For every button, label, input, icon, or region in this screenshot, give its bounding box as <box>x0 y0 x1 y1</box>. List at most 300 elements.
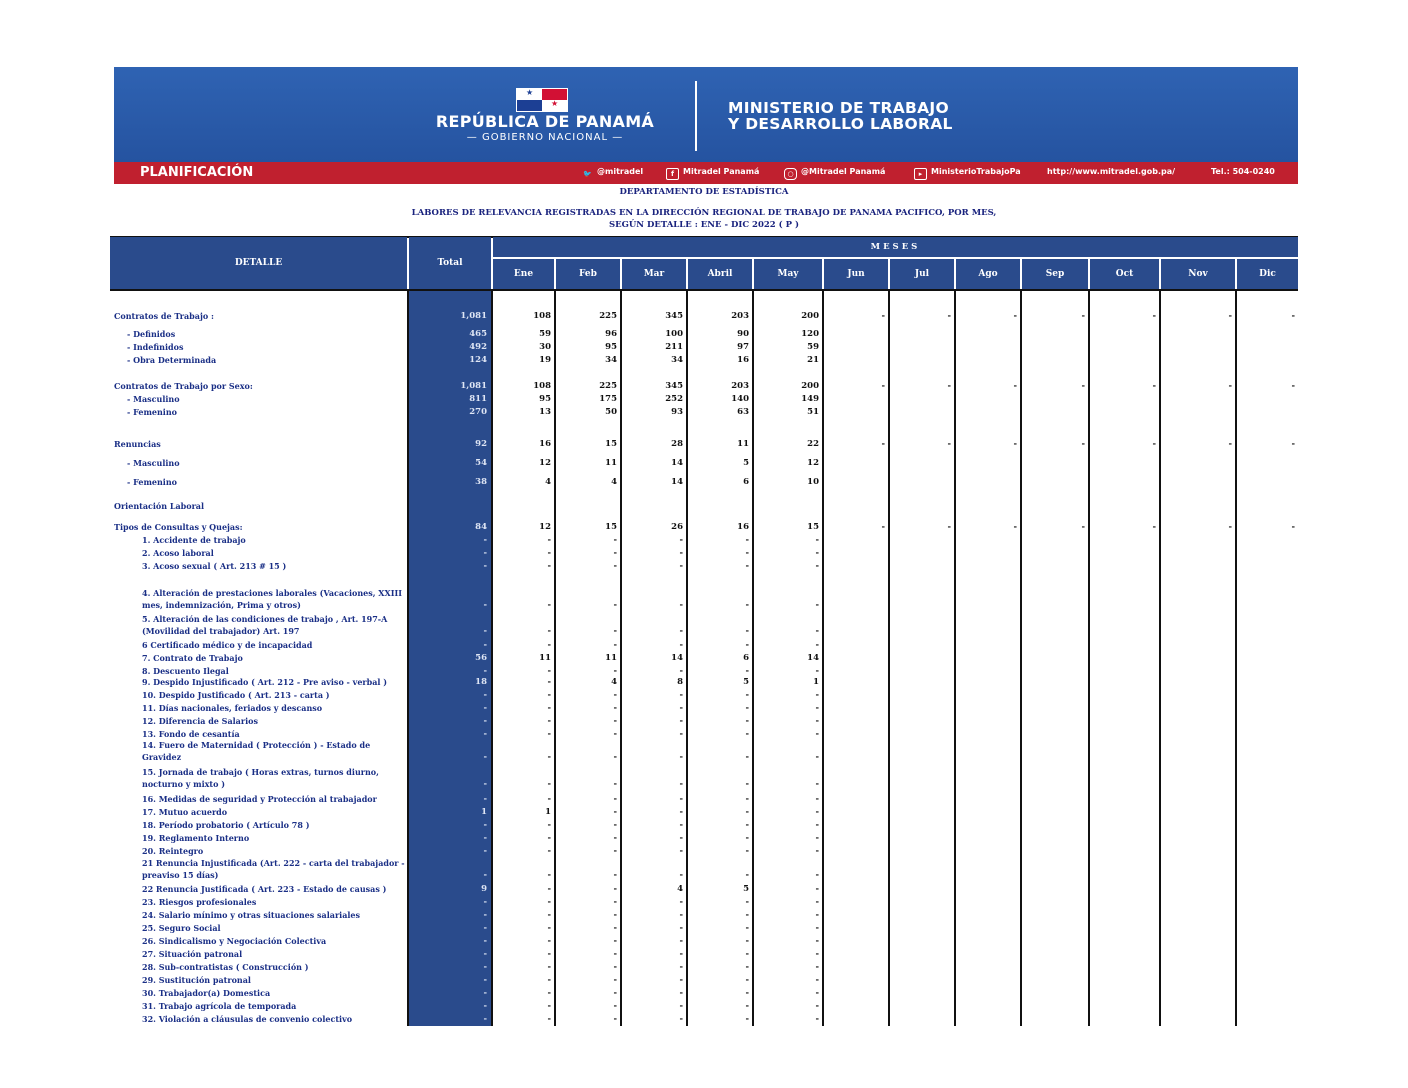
cell-feb: 50 <box>605 407 617 417</box>
cell-ene: - <box>547 640 551 650</box>
cell-feb: - <box>613 975 617 985</box>
row-label: 4. Alteración de prestaciones laborales (Vacaciones, XXIII <box>142 588 402 598</box>
cell-abril: 5 <box>743 458 749 468</box>
cell-abril: - <box>745 752 749 762</box>
cell-abril: 63 <box>737 407 749 417</box>
cell-feb: - <box>613 949 617 959</box>
cell-sep: - <box>1081 439 1085 449</box>
banner-divider <box>695 81 697 151</box>
cell-may: - <box>815 870 819 880</box>
cell-feb: - <box>613 561 617 571</box>
cell-ene: - <box>547 548 551 558</box>
banner-top <box>114 67 1298 162</box>
row-total: - <box>483 716 487 726</box>
cell-mar: - <box>679 1001 683 1011</box>
row-total: 492 <box>469 342 487 352</box>
cell-mar: - <box>679 846 683 856</box>
cell-mar: 14 <box>671 458 683 468</box>
cell-feb: - <box>613 640 617 650</box>
cell-ene: - <box>547 690 551 700</box>
cell-feb: - <box>613 794 617 804</box>
header-month-jun: Jun <box>824 259 888 289</box>
cell-may: - <box>815 884 819 894</box>
cell-abril: 97 <box>737 342 749 352</box>
row-total: - <box>483 729 487 739</box>
cell-mar: - <box>679 703 683 713</box>
row-total: 38 <box>475 477 487 487</box>
cell-nov: - <box>1228 381 1232 391</box>
cell-mar: 93 <box>671 407 683 417</box>
cell-mar: - <box>679 779 683 789</box>
header-month-oct: Oct <box>1090 259 1159 289</box>
cell-may: 149 <box>801 394 819 404</box>
report-title-line2: SEGÚN DETALLE : ENE - DIC 2022 ( P ) <box>608 220 800 230</box>
cell-nov: - <box>1228 522 1232 532</box>
cell-ene: - <box>547 794 551 804</box>
twitter-link[interactable] <box>582 167 643 179</box>
cell-dic: - <box>1291 439 1295 449</box>
cell-feb: 95 <box>605 342 617 352</box>
cell-jun: - <box>881 522 885 532</box>
cell-feb: - <box>613 600 617 610</box>
cell-abril: 203 <box>731 381 749 391</box>
ministry-name <box>728 100 953 132</box>
cell-abril: 5 <box>743 677 749 687</box>
section-label: PLANIFICACIÓN <box>140 165 254 180</box>
header-month-ene: Ene <box>493 259 554 289</box>
cell-may: - <box>815 910 819 920</box>
cell-ago: - <box>1013 311 1017 321</box>
row-total: - <box>483 1014 487 1024</box>
facebook-handle: Mitradel Panamá <box>683 167 760 176</box>
row-total: 92 <box>475 439 487 449</box>
cell-abril: 203 <box>731 311 749 321</box>
cell-ene: - <box>547 870 551 880</box>
cell-sep: - <box>1081 522 1085 532</box>
cell-may: - <box>815 666 819 676</box>
cell-mar: 34 <box>671 355 683 365</box>
row-label: 28. Sub-contratistas ( Construcción ) <box>142 962 309 972</box>
row-total: 84 <box>475 522 487 532</box>
cell-may: - <box>815 833 819 843</box>
row-total: - <box>483 548 487 558</box>
cell-abril: - <box>745 716 749 726</box>
cell-abril: - <box>745 975 749 985</box>
cell-mar: 345 <box>665 311 683 321</box>
cell-may: - <box>815 703 819 713</box>
cell-ene: - <box>547 923 551 933</box>
row-total: - <box>483 897 487 907</box>
cell-abril: - <box>745 962 749 972</box>
youtube-icon: ▸ <box>914 168 927 180</box>
cell-ene: 16 <box>539 439 551 449</box>
row-total: - <box>483 535 487 545</box>
cell-may: - <box>815 716 819 726</box>
row-label: 10. Despido Justificado ( Art. 213 - carta ) <box>142 690 330 700</box>
cell-ene: - <box>547 833 551 843</box>
cell-ene: - <box>547 1014 551 1024</box>
cell-mar: - <box>679 870 683 880</box>
cell-feb: - <box>613 962 617 972</box>
cell-dic: - <box>1291 522 1295 532</box>
cell-feb: - <box>613 833 617 843</box>
column-divider <box>888 291 890 1026</box>
row-label: - Obra Determinada <box>127 355 217 365</box>
row-label: - Indefinidos <box>127 342 184 352</box>
cell-ene: - <box>547 729 551 739</box>
cell-ago: - <box>1013 522 1017 532</box>
instagram-link[interactable] <box>784 167 885 180</box>
row-total: 270 <box>469 407 487 417</box>
row-total: 811 <box>469 394 487 404</box>
cell-may: - <box>815 949 819 959</box>
government-subtitle-text: GOBIERNO NACIONAL <box>481 132 609 143</box>
cell-feb: - <box>613 666 617 676</box>
header-month-sep: Sep <box>1022 259 1088 289</box>
cell-nov: - <box>1228 439 1232 449</box>
table-header-bottom-border <box>110 289 1298 291</box>
header-month-ago: Ago <box>956 259 1020 289</box>
cell-feb: - <box>613 820 617 830</box>
cell-ene: - <box>547 897 551 907</box>
row-total: 1 <box>481 807 487 817</box>
row-total: - <box>483 975 487 985</box>
cell-ene: - <box>547 600 551 610</box>
row-label: 9. Despido Injustificado ( Art. 212 - Pre aviso - verbal ) <box>142 677 388 687</box>
row-label: 2. Acoso laboral <box>142 548 214 558</box>
cell-mar: 100 <box>665 329 683 339</box>
cell-ago: - <box>1013 439 1017 449</box>
cell-feb: 225 <box>599 311 617 321</box>
cell-may: - <box>815 600 819 610</box>
cell-mar: - <box>679 897 683 907</box>
cell-ene: 4 <box>545 477 551 487</box>
row-label: - Femenino <box>127 407 177 417</box>
row-label: 7. Contrato de Trabajo <box>142 653 243 663</box>
cell-abril: - <box>745 833 749 843</box>
cell-jun: - <box>881 439 885 449</box>
cell-abril: - <box>745 936 749 946</box>
row-label: Tipos de Consultas y Quejas: <box>114 522 243 532</box>
row-total: - <box>483 833 487 843</box>
cell-feb: 4 <box>611 477 617 487</box>
row-label: 16. Medidas de seguridad y Protección al trabajador <box>142 794 377 804</box>
cell-mar: 8 <box>677 677 683 687</box>
cell-may: - <box>815 752 819 762</box>
instagram-icon: ○ <box>784 168 797 180</box>
cell-feb: 175 <box>599 394 617 404</box>
row-label: - Masculino <box>127 458 180 468</box>
cell-abril: - <box>745 729 749 739</box>
cell-feb: 11 <box>605 653 617 663</box>
row-total: - <box>483 600 487 610</box>
row-label: 5. Alteración de las condiciones de trabajo , Art. 197-A <box>142 614 388 624</box>
cell-may: 12 <box>807 458 819 468</box>
cell-mar: - <box>679 923 683 933</box>
cell-feb: 4 <box>611 677 617 687</box>
cell-may: 200 <box>801 311 819 321</box>
cell-abril: - <box>745 949 749 959</box>
cell-may: - <box>815 897 819 907</box>
cell-ene: 95 <box>539 394 551 404</box>
cell-abril: - <box>745 870 749 880</box>
cell-ene: - <box>547 910 551 920</box>
cell-ene: - <box>547 666 551 676</box>
cell-mar: - <box>679 949 683 959</box>
cell-feb: - <box>613 1014 617 1024</box>
cell-may: - <box>815 561 819 571</box>
cell-mar: - <box>679 820 683 830</box>
website-link[interactable]: http://www.mitradel.gob.pa/ <box>1047 167 1176 176</box>
cell-jun: - <box>881 311 885 321</box>
row-label: 26. Sindicalismo y Negociación Colectiva <box>142 936 327 946</box>
row-total: - <box>483 690 487 700</box>
twitter-icon: 🐦 <box>583 170 592 178</box>
government-subtitle: — GOBIERNO NACIONAL — <box>466 132 624 143</box>
instagram-handle: @Mitradel Panamá <box>801 167 886 176</box>
cell-mar: 4 <box>677 884 683 894</box>
header-banner <box>114 67 1298 184</box>
cell-jul: - <box>947 381 951 391</box>
row-label: 22 Renuncia Justificada ( Art. 223 - Estado de causas ) <box>142 884 387 894</box>
row-label-continued: nocturno y mixto ) <box>142 779 225 789</box>
row-total: - <box>483 936 487 946</box>
cell-mar: - <box>679 807 683 817</box>
cell-may: - <box>815 1014 819 1024</box>
row-label: 18. Período probatorio ( Artículo 78 ) <box>142 820 310 830</box>
cell-ene: 59 <box>539 329 551 339</box>
column-divider <box>954 291 956 1026</box>
row-label: 24. Salario mínimo y otras situaciones salariales <box>142 910 361 920</box>
ministry-line2: Y DESARROLLO LABORAL <box>728 115 953 133</box>
row-label: 30. Trabajador(a) Domestica <box>142 988 271 998</box>
cell-abril: - <box>745 988 749 998</box>
cell-mar: - <box>679 535 683 545</box>
facebook-link[interactable] <box>666 167 759 180</box>
cell-mar: - <box>679 600 683 610</box>
cell-feb: - <box>613 690 617 700</box>
cell-mar: - <box>679 640 683 650</box>
row-label: 1. Accidente de trabajo <box>142 535 246 545</box>
cell-abril: - <box>745 1001 749 1011</box>
cell-may: - <box>815 975 819 985</box>
row-total: - <box>483 962 487 972</box>
cell-abril: 6 <box>743 653 749 663</box>
row-label: - Definidos <box>127 329 176 339</box>
column-divider <box>1020 291 1022 1026</box>
cell-ene: - <box>547 779 551 789</box>
cell-ene: - <box>547 936 551 946</box>
row-total: - <box>483 846 487 856</box>
cell-may: - <box>815 535 819 545</box>
cell-mar: 28 <box>671 439 683 449</box>
cell-ene: - <box>547 752 551 762</box>
row-label: 6 Certificado médico y de incapacidad <box>142 640 313 650</box>
cell-may: 21 <box>807 355 819 365</box>
cell-nov: - <box>1228 311 1232 321</box>
cell-feb: - <box>613 548 617 558</box>
cell-abril: 16 <box>737 522 749 532</box>
cell-jul: - <box>947 522 951 532</box>
cell-abril: - <box>745 897 749 907</box>
government-title: REPÚBLICA DE PANAMÁ <box>435 112 655 131</box>
cell-feb: - <box>613 846 617 856</box>
cell-ene: - <box>547 988 551 998</box>
cell-abril: - <box>745 626 749 636</box>
row-label: Renuncias <box>114 439 161 449</box>
cell-feb: - <box>613 807 617 817</box>
cell-may: - <box>815 640 819 650</box>
cell-ene: - <box>547 820 551 830</box>
cell-may: - <box>815 729 819 739</box>
facebook-icon: f <box>666 168 679 180</box>
row-label-continued: preaviso 15 días) <box>142 870 219 880</box>
cell-abril: - <box>745 703 749 713</box>
report-title-line1: LABORES DE RELEVANCIA REGISTRADAS EN LA DIRECCIÓN REGIONAL DE TRABAJO DE PANAMA PACIFICO, POR MES, <box>411 208 997 218</box>
row-total: - <box>483 626 487 636</box>
cell-ene: 19 <box>539 355 551 365</box>
cell-ene: - <box>547 716 551 726</box>
cell-jul: - <box>947 311 951 321</box>
row-label: 11. Días nacionales, feriados y descanso <box>142 703 323 713</box>
cell-feb: - <box>613 923 617 933</box>
row-label: 31. Trabajo agrícola de temporada <box>142 1001 297 1011</box>
row-label: 15. Jornada de trabajo ( Horas extras, turnos diurno, <box>142 767 379 777</box>
row-total: 18 <box>475 677 487 687</box>
cell-mar: - <box>679 962 683 972</box>
cell-ene: - <box>547 884 551 894</box>
row-total: - <box>483 949 487 959</box>
row-total: - <box>483 779 487 789</box>
cell-may: 59 <box>807 342 819 352</box>
cell-sep: - <box>1081 311 1085 321</box>
row-total: - <box>483 820 487 830</box>
row-total: - <box>483 752 487 762</box>
cell-may: - <box>815 820 819 830</box>
phone-number: Tel.: 504-0240 <box>1211 167 1275 176</box>
row-total: - <box>483 561 487 571</box>
cell-feb: - <box>613 988 617 998</box>
row-total: - <box>483 870 487 880</box>
cell-abril: - <box>745 820 749 830</box>
row-total: 56 <box>475 653 487 663</box>
header-meses: MESES <box>493 237 1298 257</box>
cell-abril: 140 <box>731 394 749 404</box>
cell-may: - <box>815 1001 819 1011</box>
row-label-continued: mes, indemnización, Prima y otros) <box>142 600 301 610</box>
header-month-dic: Dic <box>1237 259 1298 289</box>
cell-may: - <box>815 794 819 804</box>
cell-feb: - <box>613 936 617 946</box>
cell-may: - <box>815 548 819 558</box>
cell-may: 10 <box>807 477 819 487</box>
cell-may: - <box>815 846 819 856</box>
cell-oct: - <box>1152 439 1156 449</box>
cell-mar: - <box>679 1014 683 1024</box>
row-total: 1,081 <box>460 311 487 321</box>
cell-may: - <box>815 923 819 933</box>
cell-mar: - <box>679 975 683 985</box>
cell-abril: - <box>745 910 749 920</box>
cell-ene: 12 <box>539 522 551 532</box>
row-label: 23. Riesgos profesionales <box>142 897 257 907</box>
row-total: - <box>483 988 487 998</box>
cell-may: 22 <box>807 439 819 449</box>
cell-may: 14 <box>807 653 819 663</box>
cell-feb: - <box>613 752 617 762</box>
cell-abril: - <box>745 548 749 558</box>
cell-ene: - <box>547 677 551 687</box>
cell-oct: - <box>1152 522 1156 532</box>
row-total: - <box>483 1001 487 1011</box>
header-month-mar: Mar <box>622 259 686 289</box>
row-label: 17. Mutuo acuerdo <box>142 807 228 817</box>
cell-dic: - <box>1291 381 1295 391</box>
cell-ene: - <box>547 626 551 636</box>
cell-may: 200 <box>801 381 819 391</box>
row-label: 8. Descuento Ilegal <box>142 666 229 676</box>
cell-may: - <box>815 962 819 972</box>
cell-abril: - <box>745 666 749 676</box>
cell-mar: - <box>679 716 683 726</box>
cell-mar: 14 <box>671 477 683 487</box>
youtube-link[interactable] <box>914 167 1021 180</box>
cell-mar: - <box>679 988 683 998</box>
cell-feb: 225 <box>599 381 617 391</box>
row-label: 20. Reintegro <box>142 846 204 856</box>
row-total: - <box>483 923 487 933</box>
row-label: 19. Reglamento Interno <box>142 833 250 843</box>
cell-may: - <box>815 988 819 998</box>
row-total: 54 <box>475 458 487 468</box>
header-month-jul: Jul <box>890 259 954 289</box>
header-month-feb: Feb <box>556 259 620 289</box>
cell-feb: - <box>613 703 617 713</box>
header-month-nov: Nov <box>1161 259 1235 289</box>
cell-ene: 1 <box>545 807 551 817</box>
cell-may: 15 <box>807 522 819 532</box>
row-label: 32. Violación a cláusulas de convenio colectivo <box>142 1014 353 1024</box>
cell-abril: 90 <box>737 329 749 339</box>
cell-ene: 108 <box>533 311 551 321</box>
cell-abril: - <box>745 690 749 700</box>
cell-may: 51 <box>807 407 819 417</box>
cell-mar: - <box>679 690 683 700</box>
cell-jul: - <box>947 439 951 449</box>
cell-ene: - <box>547 962 551 972</box>
cell-ene: - <box>547 975 551 985</box>
cell-mar: 211 <box>665 342 683 352</box>
row-label: Orientación Laboral <box>114 501 205 511</box>
cell-ene: - <box>547 703 551 713</box>
cell-ene: - <box>547 535 551 545</box>
cell-may: 120 <box>801 329 819 339</box>
cell-feb: - <box>613 1001 617 1011</box>
column-divider <box>1159 291 1161 1026</box>
cell-abril: - <box>745 640 749 650</box>
cell-abril: - <box>745 600 749 610</box>
row-label: 13. Fondo de cesantía <box>142 729 240 739</box>
cell-feb: 15 <box>605 522 617 532</box>
cell-ene: - <box>547 1001 551 1011</box>
cell-abril: 6 <box>743 477 749 487</box>
cell-mar: 26 <box>671 522 683 532</box>
row-label: 12. Diferencia de Salarios <box>142 716 258 726</box>
panama-flag-icon: ★ ★ <box>516 88 568 112</box>
cell-mar: - <box>679 910 683 920</box>
cell-feb: 11 <box>605 458 617 468</box>
row-total: 124 <box>469 355 487 365</box>
